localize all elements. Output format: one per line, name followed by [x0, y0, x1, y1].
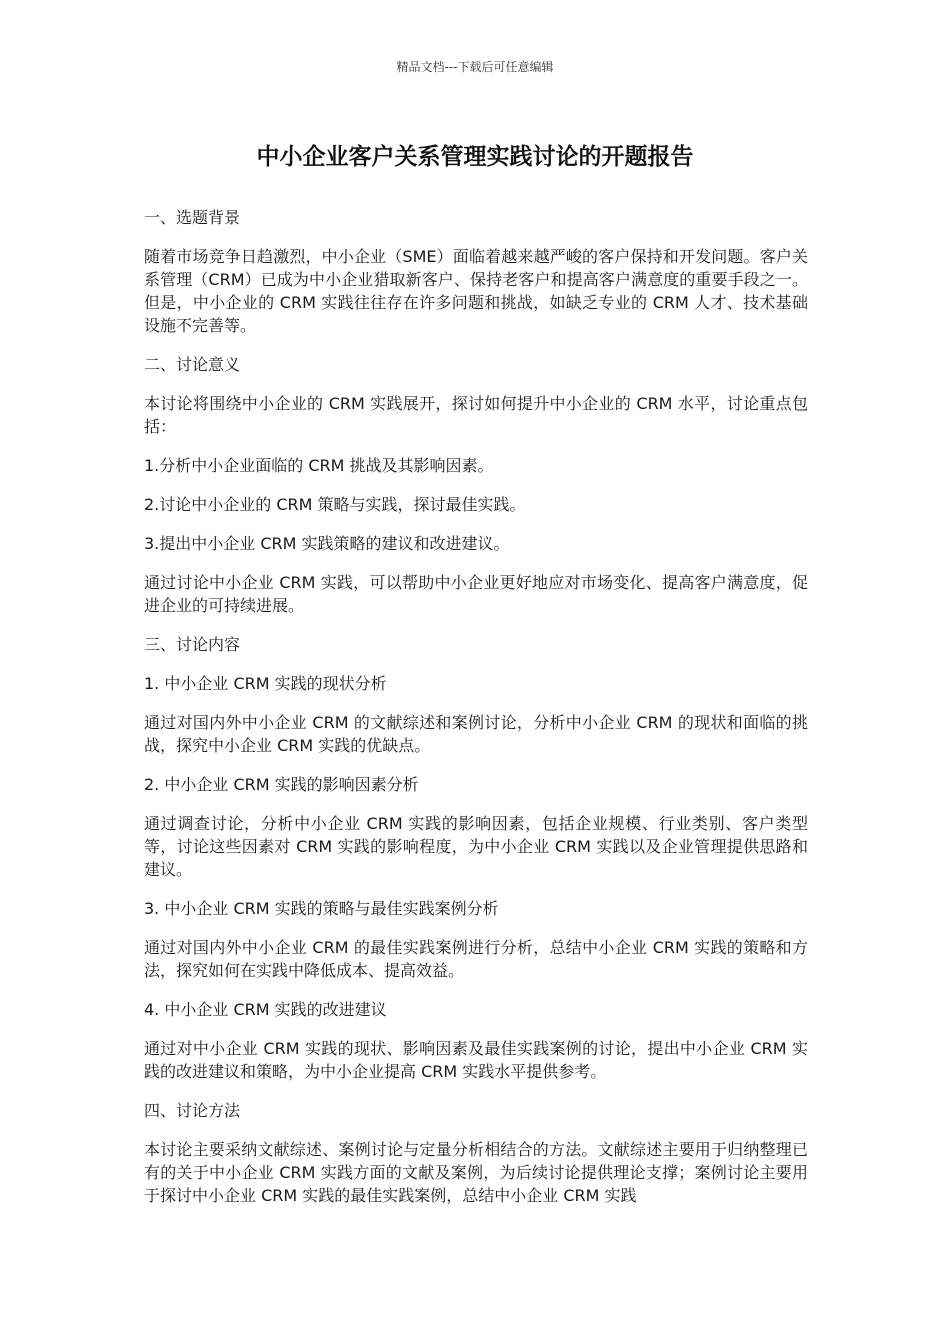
list-item-significance-2: 2.讨论中小企业的 CRM 策略与实践，探讨最佳实践。: [144, 495, 526, 514]
paragraph-significance-summary: 通过讨论中小企业 CRM 实践，可以帮助中小企业更好地应对市场变化、提高客户满意度，促进企业的可持续进展。: [144, 573, 808, 615]
section-heading-background: 一、选题背景: [144, 208, 241, 227]
paragraph-significance-intro: 本讨论将围绕中小企业的 CRM 实践展开，探讨如何提升中小企业的 CRM 水平，讨论重点包括：: [144, 394, 808, 436]
document-body: [144, 206, 808, 1216]
section-heading-significance: 二、讨论意义: [144, 355, 241, 374]
section-heading-content: 三、讨论内容: [144, 635, 241, 654]
paragraph-content-2: 通过调查讨论，分析中小企业 CRM 实践的影响因素，包括企业规模、行业类别、客户类型等，讨论这些因素对 CRM 实践的影响程度，为中小企业 CRM 实践以及企业管理提供思路和建议。: [144, 814, 808, 879]
paragraph-content-4: 通过对中小企业 CRM 实践的现状、影响因素及最佳实践案例的讨论，提出中小企业 CRM 实践的改进建议和策略，为中小企业提高 CRM 实践水平提供参考。: [144, 1039, 808, 1081]
paragraph-content-1: 通过对国内外中小企业 CRM 的文献综述和案例讨论，分析中小企业 CRM 的现状和面临的挑战，探究中小企业 CRM 实践的优缺点。: [144, 713, 808, 755]
list-item-significance-1: 1.分析中小企业面临的 CRM 挑战及其影响因素。: [144, 456, 494, 475]
paragraph-method: 本讨论主要采纳文献综述、案例讨论与定量分析相结合的方法。文献综述主要用于归纳整理已有的关于中小企业 CRM 实践方面的文献及案例，为后续讨论提供理论支撑；案例讨论主要用于探讨中小企业 CRM 实践的最佳实践案例，总结中小企业 CRM 实践: [144, 1140, 808, 1205]
paragraph-background: 随着市场竞争日趋激烈，中小企业（SME）面临着越来越严峻的客户保持和开发问题。客户关系管理（CRM）已成为中小企业猎取新客户、保持老客户和提高客户满意度的重要手段之一。但是，中小企业的 CRM 实践往往存在许多问题和挑战，如缺乏专业的 CRM 人才、技术基础设施不完善等。: [144, 247, 808, 335]
subheading-content-3: 3. 中小企业 CRM 实践的策略与最佳实践案例分析: [144, 899, 499, 918]
subheading-content-1: 1. 中小企业 CRM 实践的现状分析: [144, 674, 387, 693]
page-header-note: 精品文档---下载后可任意编辑: [396, 60, 554, 74]
paragraph-content-3: 通过对国内外中小企业 CRM 的最佳实践案例进行分析，总结中小企业 CRM 实践的策略和方法，探究如何在实践中降低成本、提高效益。: [144, 938, 808, 980]
subheading-content-4: 4. 中小企业 CRM 实践的改进建议: [144, 1000, 387, 1019]
document-title: 中小企业客户关系管理实践讨论的开题报告: [256, 144, 694, 170]
list-item-significance-3: 3.提出中小企业 CRM 实践策略的建议和改进建议。: [144, 534, 510, 553]
subheading-content-2: 2. 中小企业 CRM 实践的影响因素分析: [144, 775, 419, 794]
section-heading-method: 四、讨论方法: [144, 1101, 241, 1120]
